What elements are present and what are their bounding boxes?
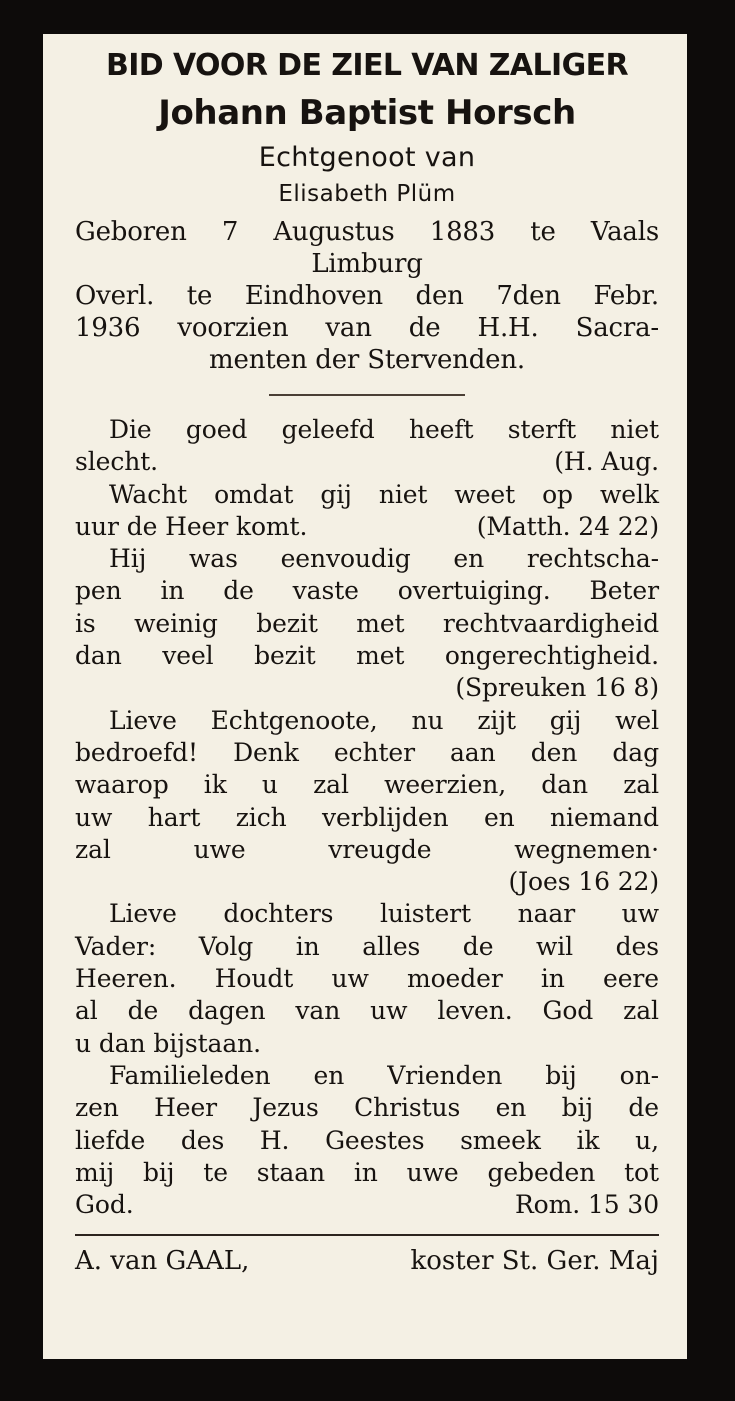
word: en [313, 1060, 345, 1090]
short-divider [269, 394, 465, 396]
word: Vader: [75, 931, 157, 961]
word: bedroefd! [75, 737, 199, 767]
word: nu [411, 705, 444, 735]
death-info [75, 280, 659, 376]
word: ongerechtigheid. [444, 641, 659, 671]
passage-line [75, 963, 659, 995]
passage-line [75, 769, 659, 801]
word: de [408, 313, 441, 343]
word: dag [612, 737, 659, 767]
word: zal [75, 834, 111, 864]
passage-line [75, 705, 659, 737]
word: Die [109, 415, 152, 444]
word: de [462, 931, 494, 961]
word: weerzien, [384, 770, 507, 800]
word: wegnemen· [514, 834, 659, 864]
word: uwe [193, 834, 246, 864]
word: veel [162, 641, 214, 671]
word: eere [603, 964, 659, 994]
word: van [295, 996, 341, 1026]
word: wel [615, 705, 659, 735]
word: en [453, 544, 485, 574]
word: eenvoudig [280, 544, 411, 574]
passage-line [75, 1125, 659, 1157]
word: al [75, 996, 98, 1026]
word: 1936 [75, 313, 141, 343]
word: niet [610, 415, 659, 444]
word: des [180, 1125, 225, 1155]
word: Eindhoven [244, 281, 383, 311]
word: Overl. [75, 281, 155, 311]
word: met [356, 641, 405, 671]
word: sterft [507, 415, 577, 444]
word: Christus [354, 1093, 461, 1123]
word: Hij [109, 544, 147, 574]
passage-line [75, 834, 659, 866]
word: u, [635, 1125, 659, 1155]
card-heading: BID VOOR DE ZIEL VAN ZALIGER [105, 48, 629, 83]
passage-line [75, 866, 659, 898]
word: Volg [198, 931, 254, 961]
word: ik [203, 770, 227, 800]
word: te [186, 281, 213, 311]
line-text: slecht. [75, 447, 159, 477]
death-line-1 [75, 280, 659, 312]
word: in [540, 964, 565, 994]
passage-line [75, 672, 659, 704]
word: Vaals [590, 217, 659, 247]
word: ik [576, 1125, 600, 1155]
spouse-name: Elisabeth Plüm [278, 181, 456, 207]
passage-line [75, 511, 659, 543]
word: liefde [75, 1125, 146, 1155]
word: bij [545, 1060, 577, 1090]
passage-line [75, 446, 659, 478]
word: dan [541, 770, 589, 800]
word: voorzien [177, 313, 289, 343]
line-text: God. [75, 1190, 134, 1220]
word: verblijden [322, 802, 449, 832]
word: wil [535, 931, 574, 961]
word: staan [256, 1157, 326, 1187]
word: Heeren. [75, 964, 177, 994]
word: leven. [437, 996, 513, 1026]
word: gebeden [487, 1157, 596, 1187]
citation: (Joes 16 22) [508, 867, 659, 897]
word: God [542, 996, 594, 1026]
word: goed [185, 415, 248, 444]
footer [75, 1246, 659, 1276]
passage-line [75, 414, 659, 446]
passage-line [75, 608, 659, 640]
word: Houdt [214, 964, 294, 994]
line-text: uur de Heer komt. [75, 511, 308, 541]
word: naar [517, 899, 576, 929]
word: vaste [292, 576, 359, 606]
word: zich [235, 802, 287, 832]
word: Lieve [109, 899, 177, 929]
word: mij [75, 1157, 115, 1187]
word: bij [142, 1157, 175, 1187]
word: niet [378, 479, 428, 509]
word: in [295, 931, 320, 961]
word: zal [623, 996, 659, 1026]
word: Beter [589, 576, 659, 606]
word: Echtgenoote, [210, 705, 378, 735]
word: H.H. [477, 313, 539, 343]
word: dagen [188, 996, 266, 1026]
word: gij [549, 705, 582, 735]
word: zal [313, 770, 349, 800]
birth-info [75, 216, 659, 280]
word: van [325, 313, 372, 343]
word: op [542, 479, 573, 509]
citation: (Matth. 24 22) [476, 511, 659, 541]
word: geleefd [281, 415, 375, 444]
word: de [223, 576, 254, 606]
word: H. [259, 1125, 290, 1155]
word: gij [320, 479, 352, 509]
word: hart [147, 802, 201, 832]
word: Denk [233, 737, 299, 767]
passage-line [75, 1060, 659, 1092]
word: bezit [256, 608, 318, 638]
word: luistert [380, 899, 471, 929]
word: overtuiging. [397, 576, 551, 606]
word: Lieve [109, 705, 177, 735]
spouse-intro: Echtgenoot van [258, 142, 476, 173]
word: 7den [496, 281, 561, 311]
word: Vrienden [387, 1060, 503, 1090]
word: bezit [254, 641, 316, 671]
word: echter [333, 737, 415, 767]
word: en [483, 802, 515, 832]
word: aan [450, 737, 496, 767]
printer-name: A. van GAAL, [75, 1246, 250, 1277]
word: en [495, 1093, 527, 1123]
word: uw [370, 996, 408, 1026]
word: smeek [460, 1125, 541, 1155]
word: niemand [550, 802, 659, 832]
word: den [530, 737, 578, 767]
word: de [628, 1093, 659, 1123]
word: weinig [134, 608, 218, 638]
word: uw [331, 964, 369, 994]
birth-line-1 [75, 216, 659, 248]
word: uwe [406, 1157, 459, 1187]
memorial-card [43, 34, 687, 1359]
citation: Rom. 15 30 [514, 1190, 659, 1220]
passage-line [75, 1189, 659, 1221]
word: Heer [154, 1093, 218, 1123]
word: te [203, 1157, 228, 1187]
passage-line [75, 575, 659, 607]
word: uw [75, 802, 113, 832]
word: Familieleden [109, 1060, 271, 1090]
printer-role: koster St. Ger. Maj [410, 1246, 659, 1277]
word: moeder [406, 964, 503, 994]
word: Wacht [109, 479, 188, 509]
word: pen [75, 576, 122, 606]
word: den [415, 281, 464, 311]
passage-line [75, 898, 659, 930]
birth-line-2: Limburg [311, 249, 423, 279]
word: Sacra- [575, 313, 659, 343]
passage-line [75, 737, 659, 769]
word: zijt [477, 705, 516, 735]
word: de [127, 996, 159, 1026]
word: alles [362, 931, 421, 961]
death-line-2 [75, 312, 659, 344]
passage-line [75, 1092, 659, 1124]
word: waarop [75, 770, 169, 800]
word: weet [454, 479, 516, 509]
word: met [356, 608, 405, 638]
word: des [615, 931, 659, 961]
citation: (H. Aug. [554, 447, 659, 477]
word: in [160, 576, 185, 606]
passage-line [75, 995, 659, 1027]
passage-line [75, 640, 659, 672]
word: u [261, 770, 278, 800]
citation: (Spreuken 16 8) [455, 673, 659, 703]
word: te [530, 217, 556, 247]
word: heeft [408, 415, 474, 444]
deceased-name: Johann Baptist Horsch [158, 93, 576, 133]
word: in [353, 1157, 378, 1187]
passage-line [75, 543, 659, 575]
word: Geboren [75, 217, 187, 247]
word: Geestes [325, 1125, 425, 1155]
word: rechtscha- [526, 544, 659, 574]
passage-line [75, 1157, 659, 1189]
passage-line [75, 931, 659, 963]
word: was [188, 544, 238, 574]
word: zen [75, 1093, 119, 1123]
word: Febr. [593, 281, 659, 311]
word: omdat [214, 479, 294, 509]
passage-line [75, 1028, 659, 1060]
word: is [75, 608, 96, 638]
word: tot [624, 1157, 659, 1187]
word: zal [623, 770, 659, 800]
word: vreugde [328, 834, 432, 864]
word: rechtvaardigheid [442, 608, 659, 638]
passage-line [75, 479, 659, 511]
word: Augustus [273, 217, 395, 247]
long-divider [75, 1234, 659, 1236]
passage-line [75, 802, 659, 834]
word: welk [599, 479, 659, 509]
word: 7 [221, 217, 239, 247]
word: on- [619, 1060, 659, 1090]
word: uw [621, 899, 659, 929]
passages [75, 414, 659, 1221]
death-line-3: menten der Stervenden. [209, 345, 525, 375]
line-text: u dan bijstaan. [75, 1028, 261, 1058]
word: dochters [223, 899, 334, 929]
word: dan [75, 641, 122, 671]
word: Jezus [252, 1093, 319, 1123]
word: bij [561, 1093, 594, 1123]
word: 1883 [429, 217, 496, 247]
